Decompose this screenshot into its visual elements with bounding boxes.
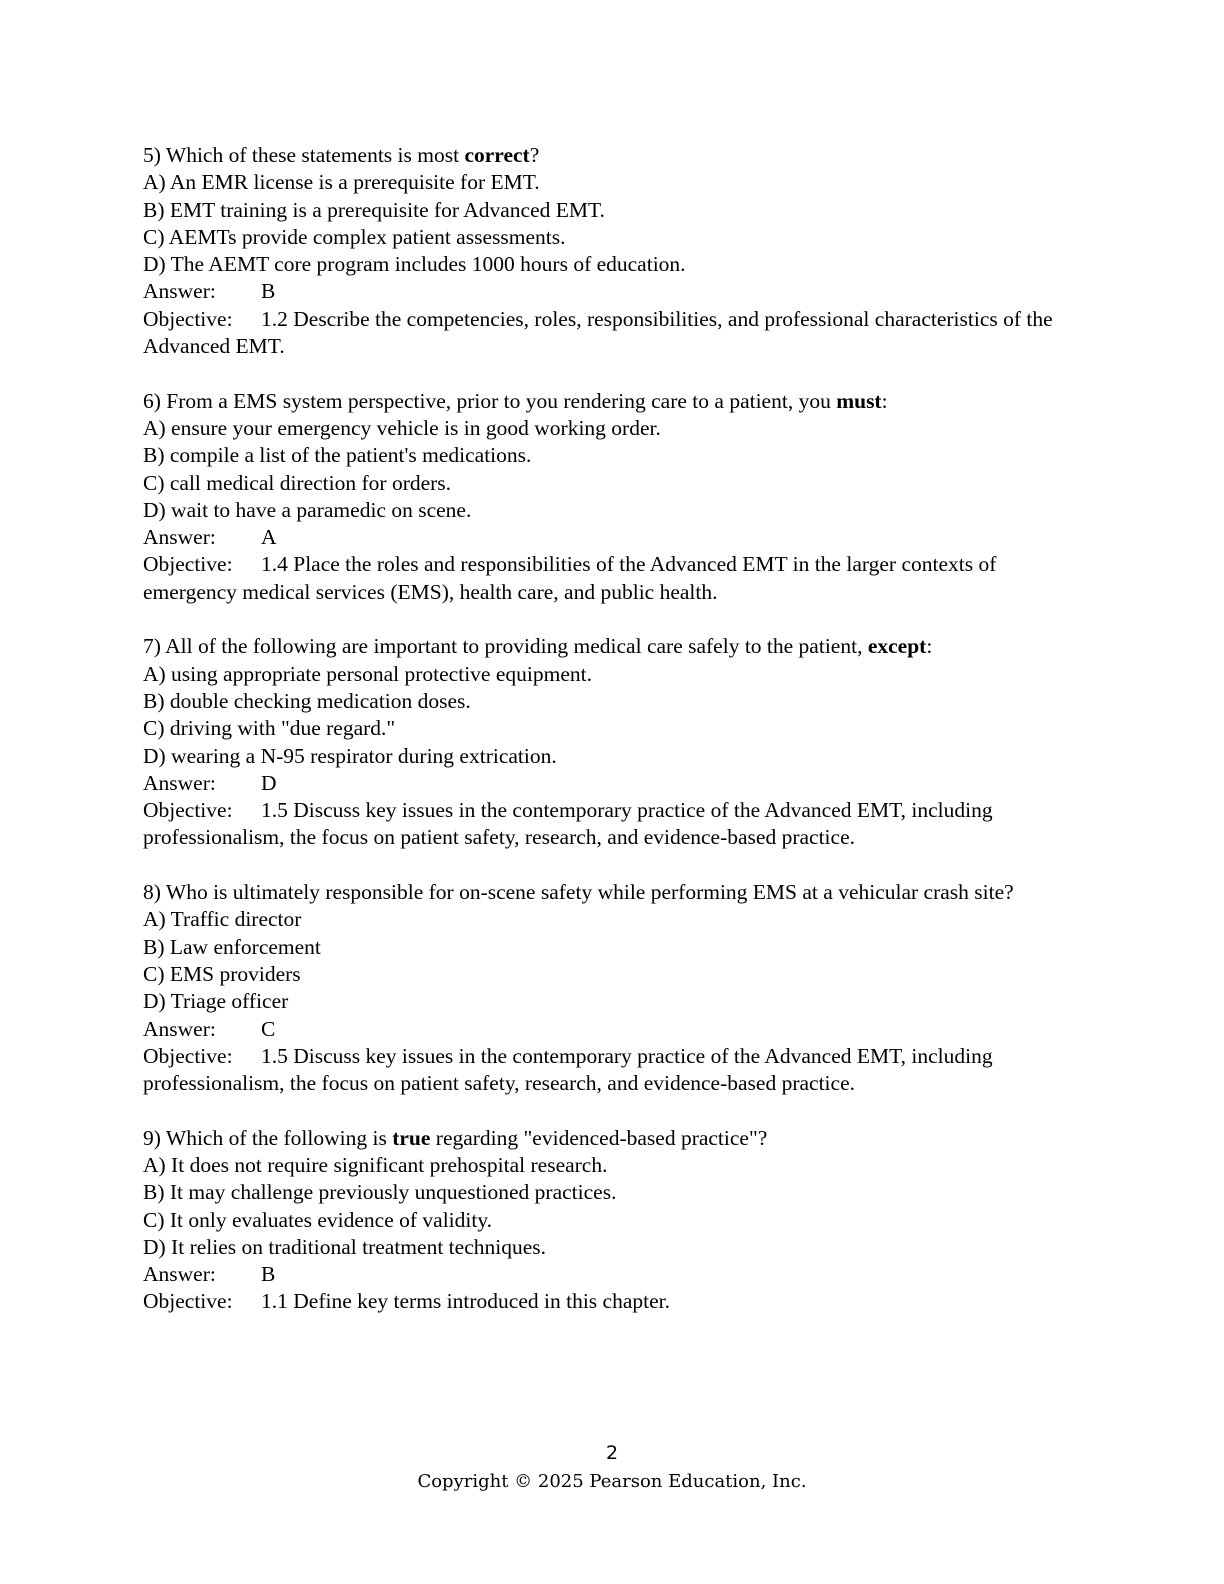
answer-line (143, 524, 1073, 551)
objective-text: 1.5 Discuss key issues in the contemporary practice of the Advanced EMT, including professionalism, the focus on patient safety, research, and evidence-based practice. (143, 1043, 993, 1096)
answer-line (143, 1261, 1073, 1288)
answer-label: Answer: (143, 1016, 216, 1041)
choice-d: D) wearing a N-95 respirator during extrication. (143, 743, 557, 768)
answer-line (143, 1016, 1073, 1043)
stem-keyword: must (836, 388, 882, 413)
choice-c: C) AEMTs provide complex patient assessments. (143, 224, 566, 249)
objective-text: 1.2 Describe the competencies, roles, responsibilities, and professional characteristics of the Advanced EMT. (143, 306, 1053, 359)
page-number: 2 (605, 1442, 619, 1464)
choice-c: C) It only evaluates evidence of validity. (143, 1207, 493, 1232)
copyright-notice: Copyright © 2025 Pearson Education, Inc. (417, 1471, 807, 1492)
answer-line (143, 278, 1073, 305)
question-7 (143, 633, 1073, 851)
question-stem (143, 1125, 1073, 1152)
question-stem (143, 388, 1073, 415)
stem-text: 8) Who is ultimately responsible for on-scene safety while performing EMS at a vehicular crash site? (143, 880, 1014, 905)
objective-line (143, 797, 1073, 852)
answer-line (143, 770, 1073, 797)
stem-text: 6) From a EMS system perspective, prior to you rendering care to a patient, you (143, 388, 837, 413)
choice-b: B) Law enforcement (143, 934, 321, 959)
objective-label: Objective: (143, 1289, 233, 1314)
objective-label: Objective: (143, 1043, 233, 1068)
answer-label: Answer: (143, 1262, 216, 1287)
question-5 (143, 142, 1073, 360)
question-8 (143, 879, 1073, 1097)
objective-line (143, 306, 1073, 361)
choice-a: A) It does not require significant prehospital research. (143, 1152, 608, 1177)
choice-b: B) EMT training is a prerequisite for Advanced EMT. (143, 197, 605, 222)
objective-label: Objective: (143, 798, 233, 823)
answer-label: Answer: (143, 770, 216, 795)
stem-text-end: : (926, 634, 933, 659)
choice-a: A) Traffic director (143, 907, 302, 932)
choice-c: C) call medical direction for orders. (143, 470, 452, 495)
objective-text: 1.1 Define key terms introduced in this chapter. (261, 1289, 670, 1314)
question-stem (143, 879, 1073, 906)
answer-value: B (261, 1262, 276, 1287)
choice-b: B) It may challenge previously unquestioned practices. (143, 1180, 617, 1205)
objective-line (143, 1043, 1073, 1098)
answer-value: D (261, 770, 277, 795)
objective-text: 1.4 Place the roles and responsibilities of the Advanced EMT in the larger contexts of emergency medical services (EMS), health care, and public health. (143, 552, 997, 604)
question-6 (143, 388, 1073, 606)
choice-d: D) Triage officer (143, 989, 289, 1014)
choice-c: C) EMS providers (143, 961, 301, 986)
question-stem (143, 633, 1073, 660)
choice-a: A) An EMR license is a prerequisite for EMT. (143, 170, 540, 195)
objective-line (143, 551, 1073, 606)
stem-keyword: true (392, 1125, 431, 1150)
stem-text: 5) Which of these statements is most (143, 143, 465, 167)
stem-text-end: regarding "evidenced-based practice"? (430, 1125, 768, 1150)
choice-c: C) driving with "due regard." (143, 716, 396, 741)
stem-text: 9) Which of the following is (143, 1125, 393, 1150)
stem-text-end: : (881, 388, 888, 413)
answer-value: B (261, 279, 276, 304)
objective-label: Objective: (143, 552, 233, 577)
choice-b: B) compile a list of the patient's medications. (143, 443, 532, 468)
answer-value: A (261, 525, 277, 550)
stem-text-end: ? (529, 143, 540, 167)
choice-d: D) The AEMT core program includes 1000 hours of education. (143, 252, 686, 277)
objective-line (143, 1288, 1073, 1315)
choice-d: D) wait to have a paramedic on scene. (143, 497, 472, 522)
objective-text: 1.5 Discuss key issues in the contemporary practice of the Advanced EMT, including professionalism, the focus on patient safety, research, and evidence-based practice. (143, 798, 993, 850)
question-stem (143, 142, 1073, 169)
choice-d: D) It relies on traditional treatment techniques. (143, 1234, 546, 1259)
answer-value: C (261, 1016, 276, 1041)
question-9 (143, 1125, 1073, 1316)
choice-a: A) ensure your emergency vehicle is in good working order. (143, 415, 661, 440)
stem-keyword: correct (464, 143, 530, 167)
choice-a: A) using appropriate personal protective equipment. (143, 661, 592, 686)
stem-keyword: except (867, 634, 927, 659)
answer-label: Answer: (143, 279, 216, 304)
stem-text: 7) All of the following are important to providing medical care safely to the patient, (143, 634, 868, 659)
objective-label: Objective: (143, 306, 233, 331)
choice-b: B) double checking medication doses. (143, 688, 471, 713)
answer-label: Answer: (143, 525, 216, 550)
question-list (143, 142, 1073, 1316)
